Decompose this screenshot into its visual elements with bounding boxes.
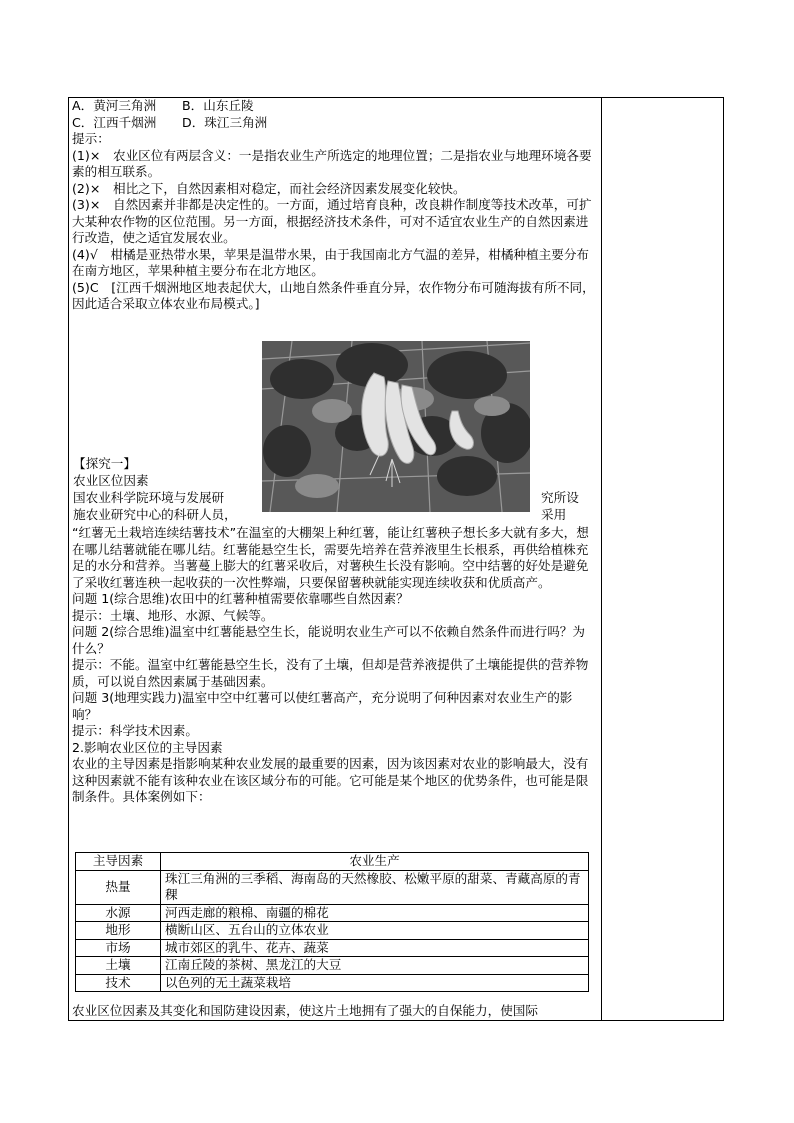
sweet-potato-photo [262, 341, 530, 512]
question-1: 问题 1(综合思维)农田中的红薯种植需要依靠哪些自然因素？ [72, 591, 409, 606]
question-3: 问题 3(地理实践力)温室中空中红薯可以使红薯高产，充分说明了何种因素对农业生产的影响？ [72, 690, 573, 722]
answer-2: 提示：不能。温室中红薯能悬空生长，没有了土壤，但却是营养液提供了土壤能提供的营养物质，可以说自然因素属于基础因素。 [72, 657, 589, 689]
footer-text: 农业区位因素及其变化和国防建设因素，使这片土地拥有了强大的自保能力，使国际 [72, 1003, 538, 1018]
table-header-factor: 主导因素 [76, 853, 161, 871]
options-row-2 [72, 115, 597, 132]
hint-5: (5)C [江西千烟洲地区地表起伏大，山地自然条件垂直分异，农作物分布可随海拔有所不同，因此适合采取立体农业布局模式。] [72, 279, 595, 311]
option-c: C．江西千烟洲 [72, 114, 157, 130]
explore-content [72, 525, 597, 806]
hint-2: (2)× 相比之下，自然因素相对稳定，而社会经济因素发展变化较快。 [72, 180, 466, 196]
section2-title: 2.影响农业区位的主导因素 [72, 739, 223, 755]
table-row [76, 870, 589, 904]
answer-3: 提示：科学技术因素。 [72, 723, 198, 738]
table-cell-factor: 地形 [76, 922, 161, 940]
table-cell-production: 以色列的无土蔬菜栽培 [161, 974, 589, 992]
option-a: A．黄河三角洲 [72, 98, 157, 113]
table-row [76, 939, 589, 957]
hint-3: (3)× 自然因素并非都是决定性的。一方面，通过培育良种，改良耕作制度等技术改革，可扩大某种农作物的区位范围。另一方面，根据经济技术条件，可对不适宜农业生产的自然因素进行改造，使之适宜发展农业。 [72, 197, 592, 245]
explore-subtitle: 农业区位因素 [73, 473, 149, 488]
table-cell-production: 城市郊区的乳牛、花卉、蔬菜 [161, 939, 589, 957]
table-cell-production: 河西走廊的粮棉、南疆的棉花 [161, 904, 589, 922]
sweet-potato-photo-svg [262, 341, 530, 512]
explore-title: 【探究一】 [73, 456, 136, 471]
answer-1: 提示：土壤、地形、水源、气候等。 [72, 607, 274, 623]
table-header-row [76, 853, 589, 871]
explore-line2-right: 采用 [541, 507, 567, 522]
table-row [76, 957, 589, 975]
table-cell-factor: 热量 [76, 870, 161, 904]
hint-label: 提示： [72, 131, 110, 146]
table-cell-production: 珠江三角洲的三季稻、海南岛的天然橡胶、松嫩平原的甜菜、青藏高原的青稞 [161, 870, 589, 904]
column-divider [601, 97, 602, 1021]
explore-line1-right: 究所设 [541, 490, 579, 505]
table-cell-production: 横断山区、五台山的立体农业 [161, 922, 589, 940]
table-row [76, 922, 589, 940]
options-row-1 [72, 98, 597, 115]
question-2: 问题 2(综合思维)温室中红薯能悬空生长，能说明农业生产可以不依赖自然条件而进行吗？为什么？ [72, 624, 585, 656]
table-cell-factor: 水源 [76, 904, 161, 922]
explore-line1-left: 国农业科学院环境与发展研 [73, 490, 225, 505]
option-b: B．山东丘陵 [182, 98, 254, 113]
table-row [76, 974, 589, 992]
option-d: D．珠江三角洲 [182, 114, 268, 130]
table-header-production: 农业生产 [161, 853, 589, 871]
table-row [76, 904, 589, 922]
table-cell-production: 江南丘陵的茶树、黑龙江的大豆 [161, 957, 589, 975]
dominant-factor-table [75, 852, 589, 992]
hint-4: (4)√ 柑橘是亚热带水果，苹果是温带水果，由于我国南北方气温的差异，柑橘种植主要分布在南方地区，苹果种植主要分布在北方地区。 [72, 246, 590, 278]
table-cell-factor: 土壤 [76, 957, 161, 975]
explore-line2-left: 施农业研究中心的科研人员， [73, 507, 237, 522]
hint-1: (1)× 农业区位有两层含义：一是指农业生产所选定的地理位置；二是指农业与地理环境各要素的相互联系。 [72, 147, 592, 179]
section2-body: 农业的主导因素是指影响某种农业发展的最重要的因素，因为该因素对农业的影响最大，没有这种因素就不能有该种农业在该区域分布的可能。它可能是某个地区的优势条件，也可能是限制条件。具体案例如下： [72, 756, 589, 804]
table-cell-factor: 技术 [76, 974, 161, 992]
table-cell-factor: 市场 [76, 939, 161, 957]
explore-body: “红薯无土栽培连续结薯技术”在温室的大棚架上种红薯，能让红薯秧子想长多大就有多大，想在哪儿结薯就能在哪儿结。红薯能悬空生长，需要先培养在营养液里生长根系，再供给植株充足的水分和营养。当薯蔓上膨大的红薯采收后，对薯秧生长没有影响。空中结薯的好处是避免了采收红薯连秧一起收获的一次性弊端，只要保留薯秧就能实现连续收获和优质高产。 [72, 525, 589, 590]
